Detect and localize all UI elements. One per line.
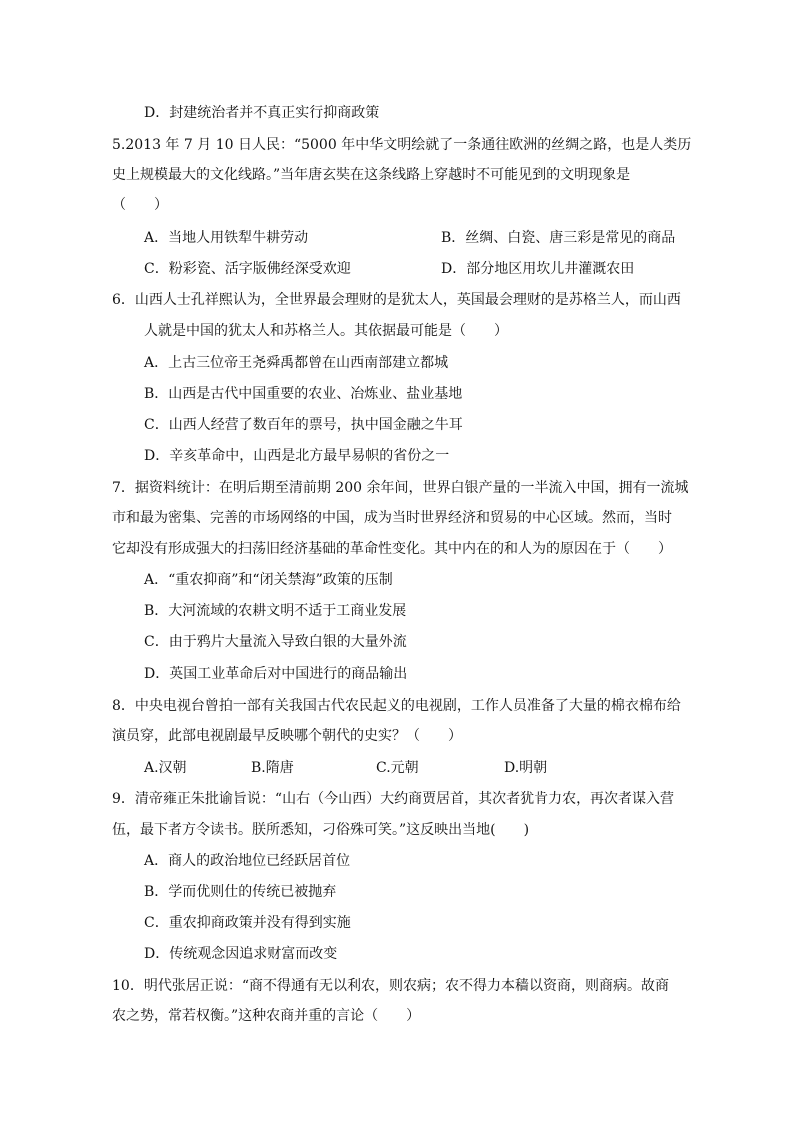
q5-option-b: B．丝绸、白瓷、唐三彩是常见的商品 [441,230,676,246]
q6-option-a: A．上古三位帝王尧舜禹都曾在山西南部建立都城 [144,355,449,371]
q9-option-d: D．传统观念因追求财富而改变 [144,946,338,962]
q8-option-c: C.元朝 [376,760,419,776]
q5-stem-line-1: 5.2013 年 7 月 10 日人民：“5000 年中华文明绘就了一条通往欧洲的丝绸之路，也是人类历 [112,137,692,153]
q10-stem-line-1: 10．明代张居正说：“商不得通有无以利农，则农病；农不得力本穑以资商，则商病。故商 [112,978,669,994]
q9-stem-line-1: 9．清帝雍正朱批谕旨说：“山右（今山西）大约商贾居首，其次者犹肯力农，再次者谋入营 [112,791,675,807]
q8-stem-line-1: 8．中央电视台曾拍一部有关我国古代农民起义的电视剧，工作人员准备了大量的棉衣棉布给 [112,698,681,714]
q8-option-d: D.明朝 [504,760,548,776]
q7-option-c: C．由于鸦片大量流入导致白银的大量外流 [144,634,407,650]
q7-stem-line-1: 7．据资料统计：在明后期至清前期 200 余年间，世界白银产量的一半流入中国，拥有一流城 [112,480,689,496]
q6-stem-line-2: 人就是中国的犹太人和苏格兰人。其依据最可能是（ ） [144,323,508,339]
q5-stem-line-2: 史上规模最大的文化线路。”当年唐玄奘在这条线路上穿越时不可能见到的文明现象是 [112,167,631,183]
q6-option-c: C．山西人经营了数百年的票号，执中国金融之牛耳 [144,417,463,433]
q9-option-b: B．学而优则仕的传统已被抛弃 [144,884,337,900]
q7-option-a: A．“重农抑商”和“闭关禁海”政策的压制 [144,572,393,588]
q5-stem-line-3: （ ） [112,197,168,213]
q10-stem-line-2: 农之势，常若权衡。”这种农商并重的言论（ ） [112,1008,421,1024]
q5-option-d: D．部分地区用坎儿井灌溉农田 [441,261,635,277]
q5-option-a: A．当地人用铁犁牛耕劳动 [144,230,309,246]
q8-option-a: A.汉朝 [144,760,187,776]
q5-option-c: C．粉彩瓷、活字版佛经深受欢迎 [144,261,351,277]
q9-stem-line-2: 伍，最下者方令读书。朕所悉知，刁俗殊可笑。”这反映出当地( ) [112,822,530,838]
q8-option-b: B.隋唐 [251,760,294,776]
q6-option-d: D．辛亥革命中，山西是北方最早易帜的省份之一 [144,448,450,464]
q9-option-c: C．重农抑商政策并没有得到实施 [144,915,351,931]
q7-stem-line-2: 市和最为密集、完善的市场网络的中国，成为当时世界经济和贸易的中心区域。然而，当时 [112,510,672,526]
q6-option-b: B．山西是古代中国重要的农业、冶炼业、盐业基地 [144,386,463,402]
q7-option-d: D．英国工业革命后对中国进行的商品输出 [144,666,408,682]
q7-option-b: B．大河流域的农耕文明不适于工商业发展 [144,603,407,619]
q9-option-a: A．商人的政治地位已经跃居首位 [144,853,351,869]
option-d-prev: D．封建统治者并不真正实行抑商政策 [144,105,380,121]
q6-stem-line-1: 6．山西人士孔祥熙认为，全世界最会理财的是犹太人，英国最会理财的是苏格兰人，而山西 [112,292,681,308]
q7-stem-line-3: 它却没有形成强大的扫荡旧经济基础的革命性变化。其中内在的和人为的原因在于（ ） [112,541,672,557]
q8-stem-line-2: 演员穿，此部电视剧最早反映哪个朝代的史实？（ ） [112,728,462,744]
